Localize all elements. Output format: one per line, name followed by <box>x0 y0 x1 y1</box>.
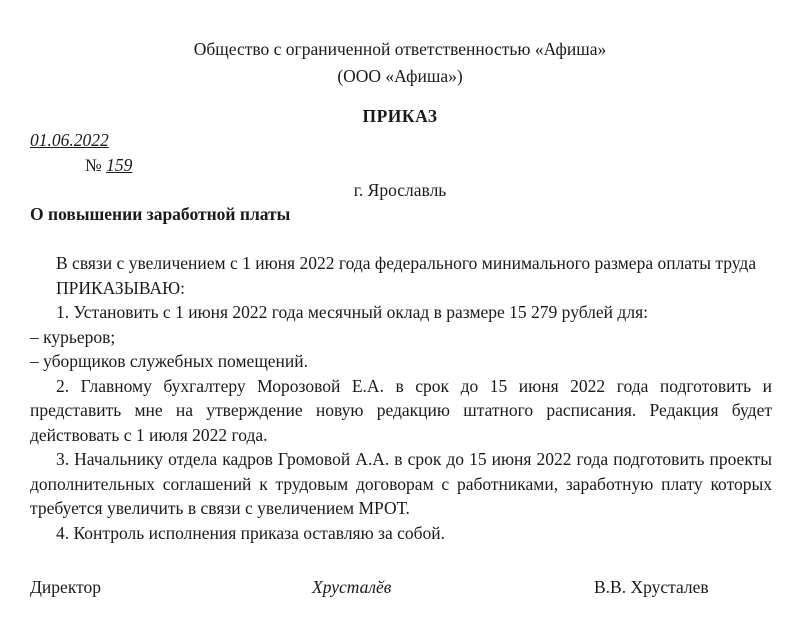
order-item-4: 4. Контроль исполнения приказа оставляю за собой. <box>56 522 446 543</box>
signer-name: В.В. Хрусталев <box>594 577 709 597</box>
number-prefix: № <box>85 155 102 175</box>
document-number: 159 <box>106 155 133 175</box>
document-body <box>30 251 772 545</box>
order-word: ПРИКАЗЫВАЮ: <box>56 277 185 298</box>
signer-role: Директор <box>30 577 102 597</box>
intro-paragraph: В связи с увеличением с 1 июня 2022 года федерального минимального размера оплаты труда <box>56 253 757 273</box>
org-full-name: Общество с ограниченной ответственностью «Афиша» <box>193 39 607 59</box>
document-title: ПРИКАЗ <box>362 106 438 126</box>
org-short-name: (ООО «Афиша») <box>337 66 463 86</box>
document-subject: О повышении заработной платы <box>30 204 291 224</box>
order-item-3: 3. Начальнику отдела кадров Громовой А.А. в срок до 15 июня 2022 года подготовить проекты дополнительных соглашений к трудовым договорам с работниками, заработную плату которых требуется увеличить в связи с увеличением МРОТ. <box>30 449 772 518</box>
order-item-1: 1. Установить с 1 июня 2022 года месячный оклад в размере 15 279 рублей для: <box>56 302 648 322</box>
order-item-1-b: – уборщиков служебных помещений. <box>30 351 309 371</box>
order-item-1-a: – курьеров; <box>30 326 116 347</box>
document-date: 01.06.2022 <box>30 130 109 150</box>
order-item-2: 2. Главному бухгалтеру Морозовой Е.А. в срок до 15 июня 2022 года подготовить и представить мне на утверждение новую редакцию штатного расписания. Редакция будет действовать с 1 июля 2022 года. <box>30 375 772 445</box>
city: г. Ярославль <box>353 180 447 200</box>
document-number-line <box>85 153 132 178</box>
handwritten-signature: Хрусталӗв <box>312 577 392 597</box>
